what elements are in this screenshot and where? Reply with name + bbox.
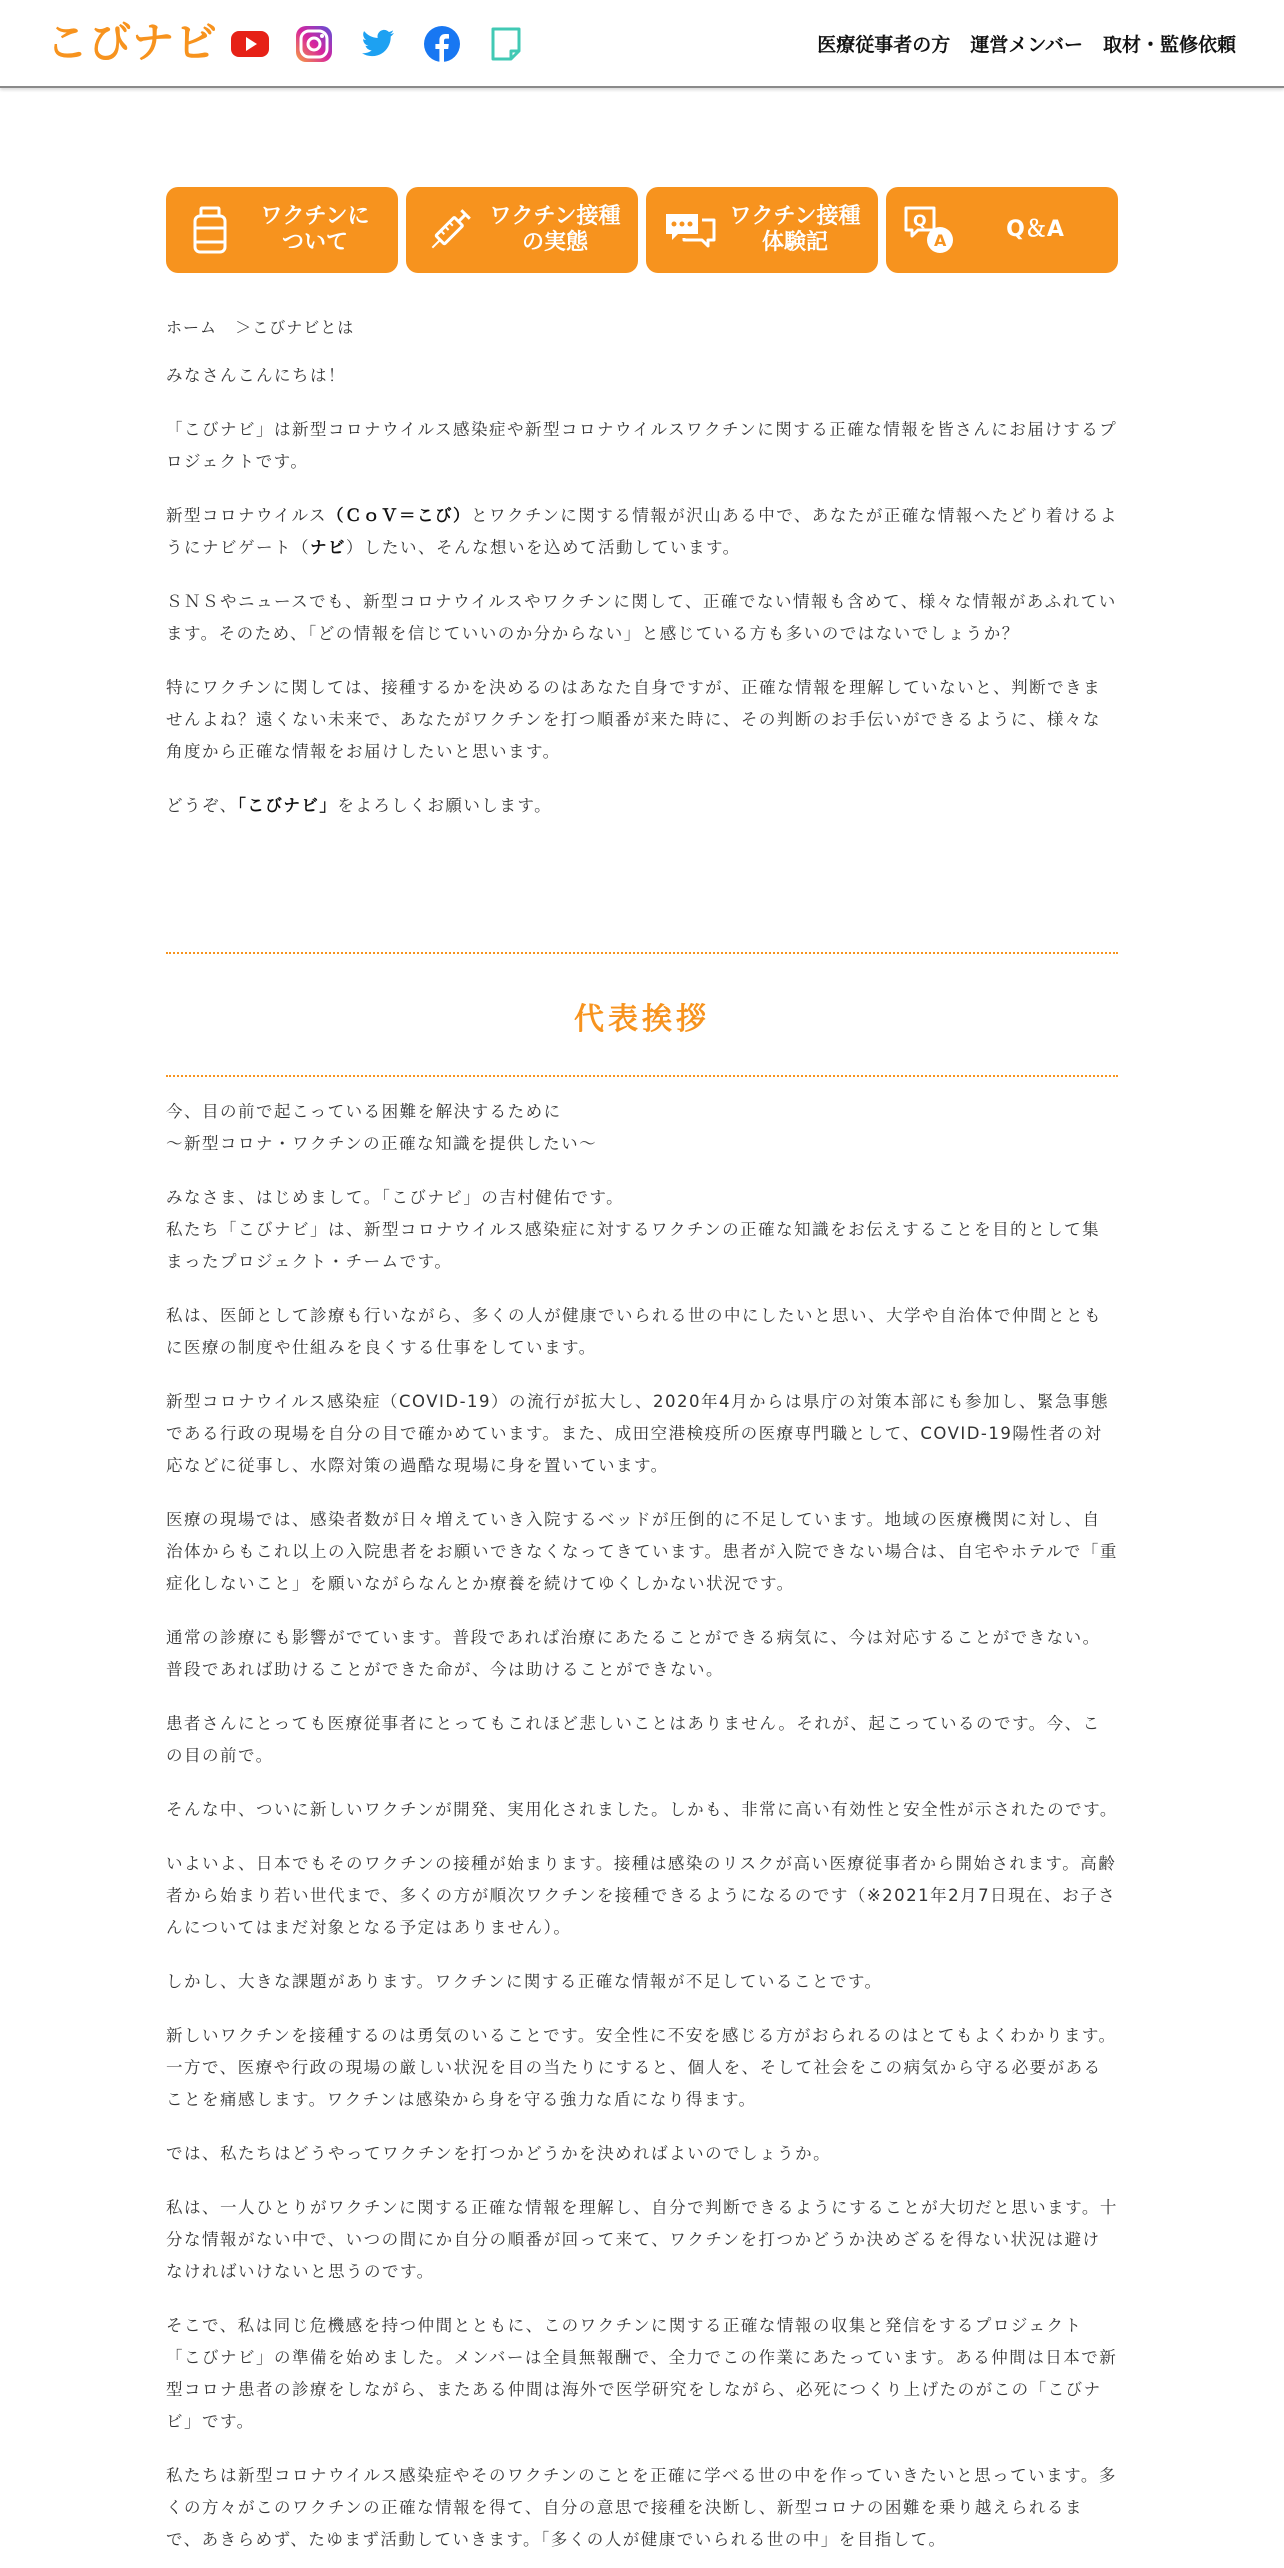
- text: とワクチンに関する情報が沢山ある中で、あなたが正確な情報へたどり着けるようにナビゲート（: [166, 506, 1118, 557]
- emphasis: （ＣｏＶ＝こび）: [327, 506, 472, 525]
- category-vaccination-reality[interactable]: [406, 187, 638, 273]
- intro-closing: [166, 790, 1118, 822]
- vaccine-vial-icon: [182, 202, 238, 258]
- text: どうぞ、: [166, 796, 238, 815]
- greeting-paragraph: しかし、大きな課題があります。ワクチンに関する正確な情報が不足していることです。: [166, 1972, 883, 1991]
- greeting-paragraph: 私は、医師として診療も行いながら、多くの人が健康でいられる世の中にしたいと思い、大学や自治体で仲間とともに医療の制度や仕組みを良くする仕事をしています。: [166, 1306, 1102, 1357]
- greeting-paragraph: 新型コロナウイルス感染症（COVID-19）の流行が拡大し、2020年4月からは県庁の対策本部にも参加し、緊急事態である行政の現場を自分の目で確かめています。また、成田空港検疫所の医療専門職として、COVID-19陽性者の対応などに従事し、水際対策の過酷な現場に身を置いています。: [166, 1392, 1110, 1475]
- syringe-icon: [422, 202, 478, 258]
- nav-medical-professionals[interactable]: 医療従事者の方: [817, 34, 951, 56]
- intro-paragraph: [166, 500, 1118, 564]
- svg-text:Q: Q: [913, 211, 927, 230]
- category-label: ワクチンに ついて: [260, 204, 370, 255]
- greeting-paragraph: 患者さんにとっても医療従事者にとってもこれほど悲しいことはありません。それが、起こっているのです。今、この目の前で。: [166, 1714, 1101, 1765]
- breadcrumb-current: こびナビとは: [252, 318, 355, 337]
- greeting-paragraph: 医療の現場では、感染者数が日々増えていき入院するベッドが圧倒的に不足しています。地域の医療機関に対し、自治体からもこれ以上の入院患者をお願いできなくなってきています。患者が入院できない場合は、自宅やホテルで「重症化しないこと」を願いながらなんとか療養を続けてゆくしかない状況です。: [166, 1510, 1118, 1593]
- chat-bubbles-icon: [662, 202, 718, 258]
- greeting-paragraph: では、私たちはどうやってワクチンを打つかどうかを決めればよいのでしょうか。: [166, 2144, 832, 2163]
- emphasis: ナビ: [310, 538, 346, 557]
- breadcrumb: [166, 315, 1118, 338]
- greeting-lead: [166, 1096, 1118, 1160]
- category-buttons: [166, 187, 1118, 273]
- greeting-paragraph: そんな中、ついに新しいワクチンが開発、実用化されました。しかも、非常に高い有効性と安全性が示されたのです。: [166, 1800, 1118, 1819]
- greeting-paragraph: そこで、私は同じ危機感を持つ仲間とともに、このワクチンに関する正確な情報の収集と発信をするプロジェクト「こびナビ」の準備を始めました。メンバーは全員無報酬で、全力でこの作業にあたっています。ある仲間は日本で新型コロナ患者の診療をしながら、またある仲間は海外で医学研究をしながら、必死につくり上げたのがこの「こびナビ」です。: [166, 2316, 1118, 2431]
- lead-line: 今、目の前で起こっている困難を解決するために: [166, 1102, 562, 1121]
- greeting-paragraph: 私は、一人ひとりがワクチンに関する正確な情報を理解し、自分で判断できるようにすることが大切だと思います。十分な情報がない中で、いつの間にか自分の順番が回って来て、ワクチンを打つかどうか決めざるを得ない状況は避けなければいけないと思うのです。: [166, 2198, 1118, 2281]
- text: をよろしくお願いします。: [337, 796, 553, 815]
- section-heading: [166, 952, 1118, 1077]
- greeting-paragraph: 通常の診療にも影響がでています。普段であれば治療にあたることができる病気に、今は対応することができない。普段であれば助けることができた命が、今は助けることができない。: [166, 1628, 1101, 1679]
- category-about-vaccine[interactable]: [166, 187, 398, 273]
- site-header: [0, 0, 1284, 88]
- top-navigation: [817, 30, 1236, 57]
- greeting-content: [166, 1096, 1118, 2556]
- breadcrumb-separator: ＞: [235, 318, 253, 337]
- instagram-icon[interactable]: [294, 24, 334, 64]
- social-links: [230, 24, 526, 64]
- lead-line: 〜新型コロナ・ワクチンの正確な知識を提供したい〜: [166, 1134, 598, 1153]
- note-icon[interactable]: [486, 24, 526, 64]
- emphasis: 「こびナビ」: [237, 796, 338, 815]
- nav-press-inquiry[interactable]: 取材・監修依頼: [1102, 34, 1236, 56]
- text: 私たち「こびナビ」は、新型コロナウイルス感染症に対するワクチンの正確な知識をお伝えすることを目的として集まったプロジェクト・チームです。: [166, 1220, 1101, 1271]
- intro-greeting: みなさんこんにちは！: [166, 366, 346, 385]
- intro-paragraph: ＳＮＳやニュースでも、新型コロナウイルスやワクチンに関して、正確でない情報も含めて、様々な情報があふれています。そのため、「どの情報を信じていいのか分からない」と感じている方も多いのではないでしょうか？: [166, 592, 1117, 643]
- svg-text:A: A: [934, 231, 947, 250]
- text: みなさま、はじめまして。「こびナビ」の吉村健佑です。: [166, 1188, 625, 1207]
- twitter-icon[interactable]: [358, 24, 398, 64]
- nav-members[interactable]: 運営メンバー: [970, 34, 1083, 56]
- site-logo[interactable]: こびナビ: [46, 18, 219, 67]
- qa-icon: [902, 202, 958, 258]
- category-experiences[interactable]: [646, 187, 878, 273]
- greeting-paragraph: 私たちは新型コロナウイルス感染症やそのワクチンのことを正確に学べる世の中を作っていきたいと思っています。多くの方々がこのワクチンの正確な情報を得て、自分の意思で接種を決断し、新型コロナの困難を乗り越えられるまで、あきらめず、たゆまず活動していきます。「多くの人が健康でいられる世の中」を目指して。: [166, 2466, 1117, 2549]
- breadcrumb-home[interactable]: ホーム: [166, 318, 218, 337]
- intro-paragraph: 「こびナビ」は新型コロナウイルス感染症や新型コロナウイルスワクチンに関する正確な情報を皆さんにお届けするプロジェクトです。: [166, 420, 1118, 471]
- text: ）したい、そんな想いを込めて活動しています。: [346, 538, 741, 557]
- text: 新型コロナウイルス: [166, 506, 328, 525]
- youtube-icon[interactable]: [230, 24, 270, 64]
- category-label: ワクチン接種 の実態: [489, 204, 621, 255]
- section-title: 代表挨拶: [574, 1002, 710, 1037]
- intro-content: [166, 315, 1118, 822]
- greeting-paragraph: いよいよ、日本でもそのワクチンの接種が始まります。接種は感染のリスクが高い医療従事者から開始されます。高齢者から始まり若い世代まで、多くの方が順次ワクチンを接種できるようになるのです（※2021年2月7日現在、お子さんについてはまだ対象となる予定はありません）。: [166, 1854, 1117, 1937]
- category-qa[interactable]: [886, 187, 1118, 273]
- category-label: Q＆A: [1006, 217, 1064, 242]
- intro-paragraph: 特にワクチンに関しては、接種するかを決めるのはあなた自身ですが、正確な情報を理解していないと、判断できませんよね？遠くない未来で、あなたがワクチンを打つ順番が来た時に、その判断のお手伝いができるように、様々な角度から正確な情報をお届けしたいと思います。: [166, 678, 1102, 761]
- category-label: ワクチン接種 体験記: [729, 204, 861, 255]
- facebook-icon[interactable]: [422, 24, 462, 64]
- greeting-paragraph: [166, 1182, 1118, 1278]
- greeting-paragraph: 新しいワクチンを接種するのは勇気のいることです。安全性に不安を感じる方がおられるのはとてもよくわかります。一方で、医療や行政の現場の厳しい状況を目の当たりにすると、個人を、そして社会をこの病気から守る必要があることを痛感します。ワクチンは感染から身を守る強力な盾になり得ます。: [166, 2026, 1117, 2109]
